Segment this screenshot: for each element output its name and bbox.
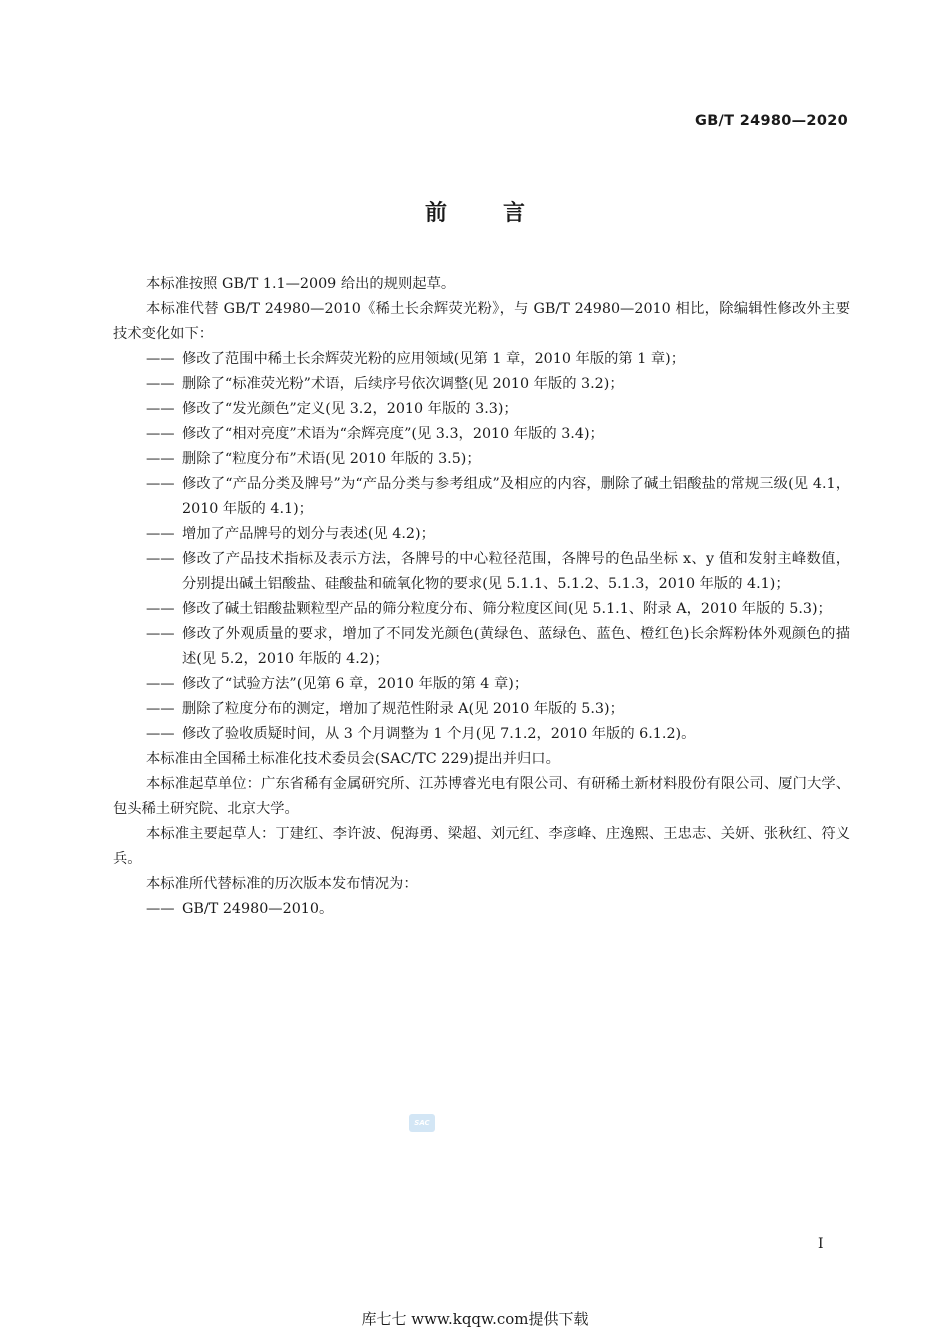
list-dash: —— — [146, 626, 175, 642]
list-item — [113, 597, 850, 622]
list-dash: —— — [146, 426, 175, 442]
list-item-text: 修改了“相对亮度”术语为“余辉亮度”(见 3.3，2010 年版的 3.4)； — [182, 426, 604, 442]
changes-list — [113, 347, 850, 747]
standard-code: GB/T 24980—2020 — [695, 113, 848, 129]
list-item — [113, 697, 850, 722]
list-item — [113, 422, 850, 447]
list-dash: —— — [146, 726, 175, 742]
paragraph: 本标准按照 GB/T 1.1—2009 给出的规则起草。 — [146, 276, 456, 292]
list-item — [113, 372, 850, 397]
list-item-text: 修改了“发光颜色”定义(见 3.2，2010 年版的 3.3)； — [182, 401, 518, 417]
list-item — [113, 622, 850, 672]
list-dash: —— — [146, 701, 175, 717]
list-dash: —— — [146, 526, 175, 542]
sac-logo — [409, 1114, 435, 1132]
list-dash: —— — [146, 401, 175, 417]
page-title: 前言 — [424, 201, 581, 226]
list-item-text: 修改了产品技术指标及表示方法，各牌号的中心粒径范围，各牌号的色品坐标 x、y 值和发射主峰数值，分别提出碱土铝酸盐、硅酸盐和硫氧化物的要求(见 5.1.1、5.1.2、5.1.3，2010 年版的 4.1)； — [182, 551, 850, 592]
list-item — [113, 722, 850, 747]
paragraph: 本标准所代替标准的历次版本发布情况为： — [146, 876, 418, 892]
list-item-text: 增加了产品牌号的划分与表述(见 4.2)； — [182, 526, 435, 542]
list-item — [113, 347, 850, 372]
list-item — [113, 472, 850, 522]
list-dash: —— — [146, 551, 175, 567]
list-item-text: 修改了“产品分类及牌号”为“产品分类与参考组成”及相应的内容，删除了碱土铝酸盐的常规三级(见 4.1，2010 年版的 4.1)； — [182, 476, 850, 517]
sac-logo-text: SAC — [414, 1119, 430, 1127]
history-list — [113, 897, 850, 922]
list-item-text: 修改了碱土铝酸盐颗粒型产品的筛分粒度分布、筛分粒度区间(见 5.1.1、附录 A，2010 年版的 5.3)； — [182, 601, 832, 617]
list-item — [113, 447, 850, 472]
list-item — [113, 672, 850, 697]
paragraph: 本标准主要起草人：丁建红、李许波、倪海勇、梁超、刘元红、李彦峰、庄逸熙、王忠志、关妍、张秋红、符义兵。 — [113, 826, 850, 867]
list-dash: —— — [146, 451, 175, 467]
download-footer: 库七七 www.kqqw.com提供下载 — [361, 1310, 589, 1328]
list-dash: —— — [146, 476, 175, 492]
list-item-text: 修改了范围中稀土长余辉荧光粉的应用领域(见第 1 章，2010 年版的第 1 章)； — [182, 351, 686, 367]
list-item-text: 修改了验收质疑时间，从 3 个月调整为 1 个月(见 7.1.2，2010 年版的 6.1.2)。 — [182, 726, 696, 742]
paragraph: 本标准起草单位：广东省稀有金属研究所、江苏博睿光电有限公司、有研稀土新材料股份有限公司、厦门大学、包头稀土研究院、北京大学。 — [113, 776, 850, 817]
list-dash: —— — [146, 376, 175, 392]
list-dash: —— — [146, 676, 175, 692]
list-item — [113, 397, 850, 422]
list-dash: —— — [146, 901, 175, 917]
list-item — [113, 547, 850, 597]
paragraph: 本标准代替 GB/T 24980—2010《稀土长余辉荧光粉》，与 GB/T 24980—2010 相比，除编辑性修改外主要技术变化如下： — [113, 301, 850, 342]
paragraph: 本标准由全国稀土标准化技术委员会(SAC/TC 229)提出并归口。 — [146, 751, 560, 767]
list-item-text: GB/T 24980—2010。 — [182, 901, 334, 917]
list-item-text: 修改了外观质量的要求，增加了不同发光颜色(黄绿色、蓝绿色、蓝色、橙红色)长余辉粉体外观颜色的描述(见 5.2，2010 年版的 4.2)； — [182, 626, 850, 667]
foreword-body — [113, 272, 850, 922]
page-number: I — [818, 1236, 824, 1252]
list-item-text: 删除了粒度分布的测定，增加了规范性附录 A(见 2010 年版的 5.3)； — [182, 701, 624, 717]
list-item-text: 删除了“粒度分布”术语(见 2010 年版的 3.5)； — [182, 451, 481, 467]
list-item — [113, 522, 850, 547]
list-item — [113, 897, 850, 922]
list-dash: —— — [146, 601, 175, 617]
list-item-text: 修改了“试验方法”(见第 6 章，2010 年版的第 4 章)； — [182, 676, 529, 692]
list-dash: —— — [146, 351, 175, 367]
list-item-text: 删除了“标准荧光粉”术语，后续序号依次调整(见 2010 年版的 3.2)； — [182, 376, 624, 392]
